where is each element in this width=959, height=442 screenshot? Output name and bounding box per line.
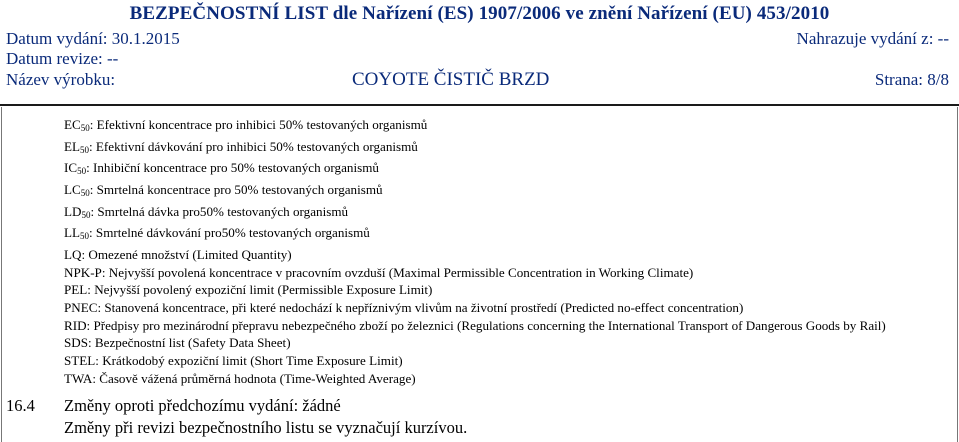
abbreviation-item [64, 370, 944, 388]
abbreviation-text: : Smrtelná dávka pro50% testovaných organismů [90, 203, 349, 219]
abbreviation-item [64, 159, 944, 181]
abbreviation-item [64, 352, 944, 370]
abbreviation-subscript: 50 [81, 209, 91, 220]
abbreviation-subscript: 50 [77, 166, 87, 177]
left-border [1, 107, 2, 442]
abbreviation-text: : Smrtelná koncentrace pro 50% testovaných organismů [89, 181, 383, 197]
section-changes [64, 395, 467, 439]
section-number: 16.4 [6, 396, 35, 415]
abbreviation-item [64, 224, 944, 246]
abbreviation-subscript: 50 [80, 144, 89, 155]
issue-date: Datum vydání: 30.1.2015 [6, 29, 180, 48]
abbreviation-code: IC [64, 160, 78, 176]
abbreviation-code: EC [64, 117, 81, 132]
abbreviation-code: LC [64, 181, 81, 197]
abbreviation-text: : Inhibiční koncentrace pro 50% testovaných organismů [86, 160, 379, 176]
abbreviation-text: PEL: Nejvyšší povolený expoziční limit (Permissible Exposure Limit) [64, 282, 433, 298]
abbreviation-item [64, 317, 944, 335]
abbreviation-text: SDS: Bezpečnostní list (Safety Data Sheet) [64, 335, 291, 351]
abbreviation-item [64, 281, 944, 299]
abbreviation-text: : Efektivní koncentrace pro inhibici 50% testovaných organismů [89, 117, 428, 132]
changes-line: Změny oproti předchozímu vydání: žádné [64, 396, 341, 415]
abbreviation-item [64, 116, 944, 138]
abbreviation-item [64, 203, 944, 225]
page-number: Strana: 8/8 [874, 70, 949, 89]
product-label: Název výrobku: [6, 70, 116, 89]
revision-date: Datum revize: -- [6, 49, 119, 68]
abbreviation-text: PNEC: Stanovená koncentrace, při které nedochází k nepříznivým vlivům na životní prostředí (Predicted no-effect concentration) [64, 299, 744, 315]
abbreviation-text: : Smrtelné dávkování pro50% testovaných organismů [89, 225, 370, 241]
abbreviation-subscript: 50 [80, 187, 90, 198]
product-name: COYOTE ČISTIČ BRZD [352, 69, 550, 90]
abbreviation-item [64, 264, 944, 282]
abbreviation-text: NPK-P: Nejvyšší povolená koncentrace v pracovním ovzduší (Maximal Permissible Concentration in Working Climate) [64, 264, 694, 280]
revision-note: Změny při revizi bezpečnostního listu se vyznačují kurzívou. [64, 418, 468, 437]
document-title: BEZPEČNOSTNÍ LIST dle Nařízení (ES) 1907/2006 ve znění Nařízení (EU) 453/2010 [129, 3, 830, 24]
abbreviation-code: LD [64, 203, 82, 219]
abbreviation-code: LL [64, 225, 80, 241]
replaces-issue: Nahrazuje vydání z: -- [796, 29, 949, 48]
abbreviations-list [64, 116, 944, 387]
abbreviation-subscript: 50 [80, 123, 90, 133]
abbreviation-item [64, 334, 944, 352]
abbreviation-item [64, 299, 944, 317]
abbreviation-item [64, 138, 944, 160]
abbreviation-text: RID: Předpisy pro mezinárodní přepravu nebezpečného zboží po železnici (Regulations concerning the International Transport of Dangerous Goods by Rail) [64, 317, 886, 333]
right-border [957, 107, 958, 442]
abbreviation-subscript: 50 [80, 231, 89, 242]
abbreviation-text: LQ: Omezené množství (Limited Quantity) [64, 246, 292, 262]
abbreviation-text: TWA: Časově vážená průměrná hodnota (Time-Weighted Average) [64, 370, 416, 386]
abbreviation-text: : Efektivní dávkování pro inhibici 50% testovaných organismů [89, 138, 418, 154]
abbreviation-item [64, 181, 944, 203]
abbreviation-text: STEL: Krátkodobý expoziční limit (Short Time Exposure Limit) [64, 352, 403, 368]
abbreviation-item [64, 246, 944, 264]
header-divider [0, 104, 959, 106]
abbreviation-code: EL [64, 138, 80, 154]
